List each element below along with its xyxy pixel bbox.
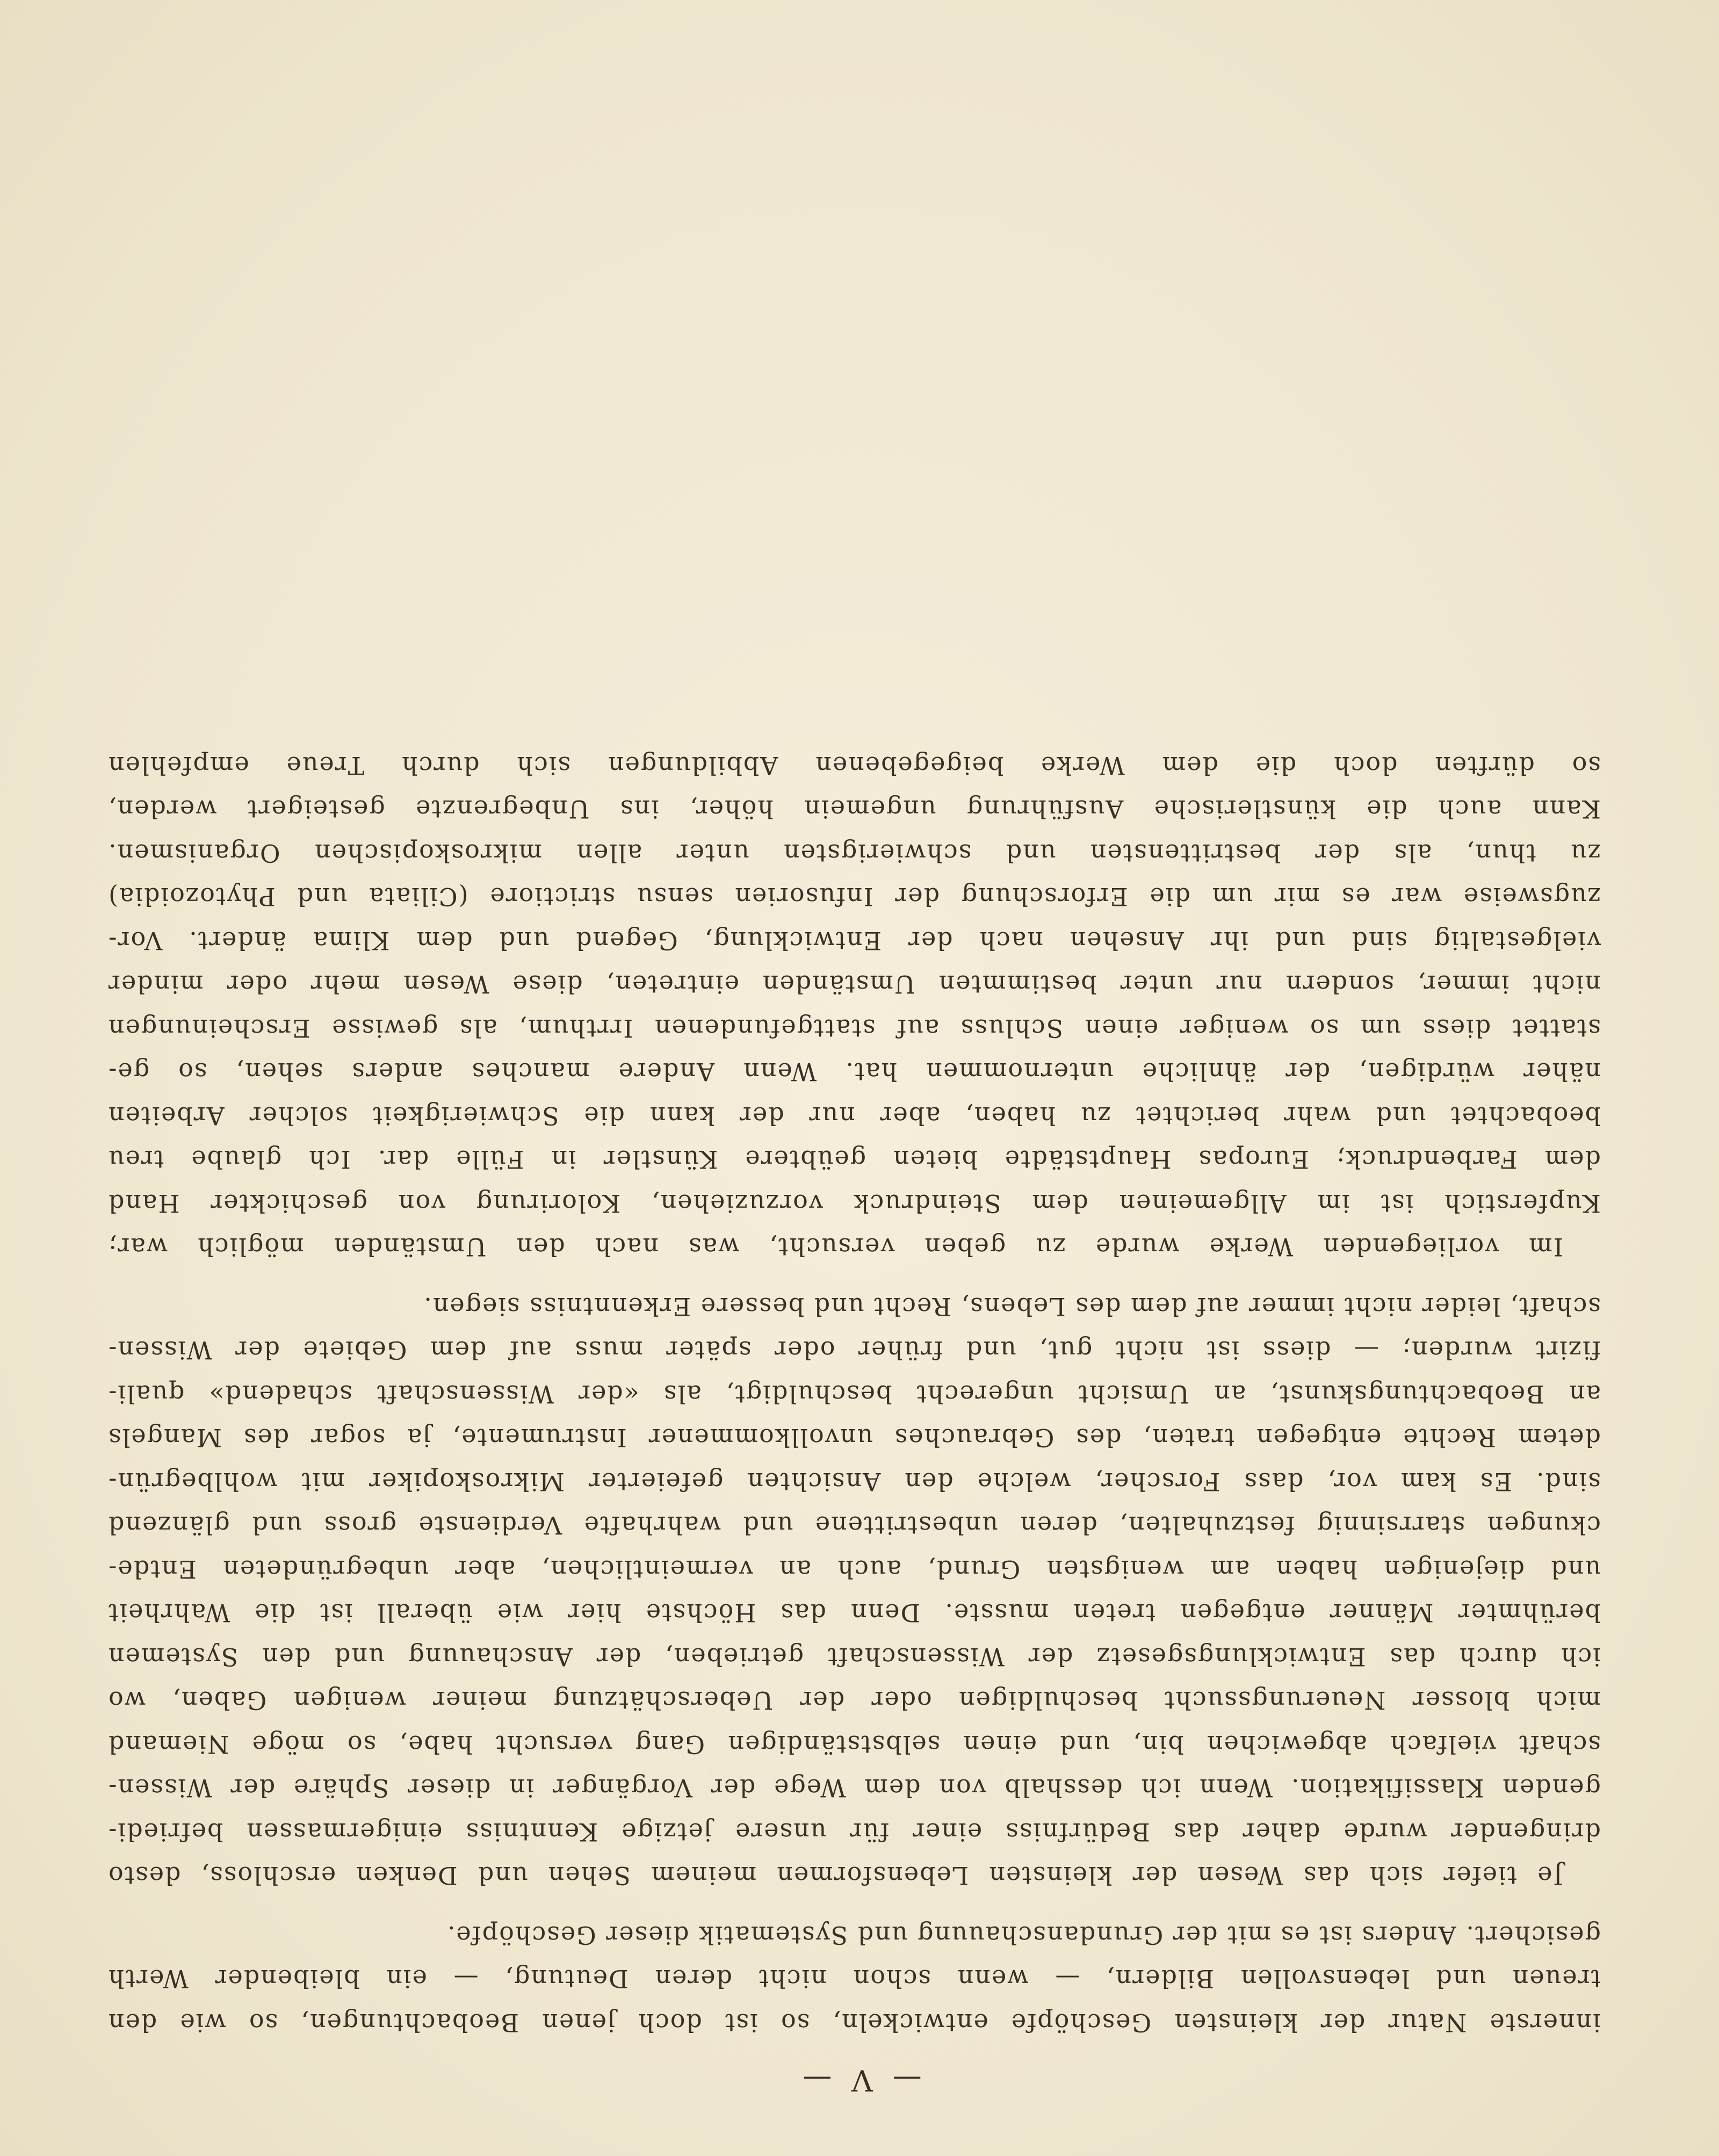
text-line: Kupferstich ist im Allgemeinen dem Steindruck vorzuziehen, Kolorirung von geschickter Hand bbox=[107, 1189, 1601, 1218]
text-line: und diejenigen haben am wenigsten Grund, auch an vermeintlichen, aber unbegründeten Entde- bbox=[107, 1555, 1601, 1584]
text-line: vielgestaltig sind und ihr Ansehen nach der Entwicklung, Gegend und dem Klima ändert. Vor- bbox=[107, 926, 1601, 955]
text-line: innerste Natur der kleinsten Geschöpfe entwickeln, so ist doch jenen Beobachtungen, so wie den bbox=[107, 2008, 1601, 2037]
text-line: ckungen starrsinnig festzuhalten, deren unbestrittene und wahrhafte Verdienste gross und glänzend bbox=[107, 1511, 1601, 1540]
text-line: mich blosser Neuerungssucht beschuldigen oder der Ueberschätzung meiner wenigen Gaben, wo bbox=[107, 1686, 1601, 1715]
text-line: an Beobachtungskunst, an Umsicht ungerecht beschuldigt, als «der Wissenschaft schadend» quali- bbox=[107, 1380, 1601, 1409]
text-line: fizirt wurden; — diess ist nicht gut, und früher oder später muss auf dem Gebiete der Wissen- bbox=[107, 1336, 1601, 1365]
text-line: detem Rechte entgegen traten, des Gebrauches unvollkommener Instrumente, ja sogar des Mangels bbox=[107, 1423, 1601, 1453]
paragraph-1 bbox=[107, 1913, 1601, 2045]
text-line: zu thun, als der bestrittensten und schwierigsten unter allen mikroskopischen Organismen. bbox=[107, 839, 1601, 868]
paragraph-2 bbox=[107, 1285, 1601, 1898]
text-line: dringender wurde daher das Bedürfniss einer für unsere jetzige Kenntniss einigermassen befriedi- bbox=[107, 1818, 1601, 1847]
text-line: treuen und lebensvollen Bildern, — wenn schon nicht deren Deutung, — ein bleibender Werth bbox=[107, 1964, 1601, 1994]
text-line: näher würdigen, der ähnliche unternommen hat. Wenn Andere manches anders sehen, so ge- bbox=[107, 1057, 1601, 1087]
body-text bbox=[107, 744, 1601, 2045]
text-line: gesichert. Anders ist es mit der Grundanschauung und Systematik dieser Geschöpfe. bbox=[446, 1921, 1601, 1950]
paragraph-gap bbox=[107, 1269, 1601, 1285]
text-line: Kann auch die künstlerische Ausführung ungemein höher, ins Unbegrenzte gesteigert werden, bbox=[107, 795, 1601, 824]
text-line: zugsweise war es mir um die Erforschung der Infusorien sensu strictiore (Ciliata und Phytozoidia) bbox=[107, 882, 1601, 912]
text-line: berühmter Männer entgegen treten musste. Denn das Höchste hier wie überall ist die Wahrheit bbox=[107, 1598, 1601, 1628]
text-line: genden Klassifikation. Wenn ich desshalb von dem Wege der Vorgänger in dieser Sphäre der Wissen- bbox=[107, 1773, 1601, 1803]
paragraph-gap bbox=[107, 1898, 1601, 1913]
text-line: Im vorliegenden Werke wurde zu geben versucht, was nach den Umständen möglich war; bbox=[107, 1232, 1563, 1262]
text-line: ich durch das Entwicklungsgesetz der Wissenschaft getrieben, der Anschauung und den Systemen bbox=[107, 1642, 1601, 1671]
text-line: so dürften doch die dem Werke beigegebenen Abbildungen sich durch Treue empfehlen bbox=[107, 751, 1601, 780]
page-number: — V — bbox=[797, 2063, 922, 2097]
text-line: Je tiefer sich das Wesen der kleinsten Lebensformen meinem Sehen und Denken erschloss, desto bbox=[107, 1861, 1563, 1891]
text-line: nicht immer, sondern nur unter bestimmten Umständen eintreten, diese Wesen mehr oder minder bbox=[107, 970, 1601, 999]
text-line: stattet diess um so weniger einen Schluss auf stattgefundenen Irrthum, als gewisse Erscheinungen bbox=[107, 1014, 1601, 1043]
text-line: sind. Es kam vor, dass Forscher, welche den Ansichten gefeierter Mikroskopiker mit wohlbegrün- bbox=[107, 1467, 1601, 1496]
text-line: schaft vielfach abgewichen bin, und einen selbstständigen Gang versucht habe, so möge Niemand bbox=[107, 1730, 1601, 1759]
text-line: dem Farbendruck; Europas Hauptstädte bieten geübtere Künstler in Fülle dar. Ich glaube treu bbox=[107, 1145, 1601, 1174]
paragraph-3 bbox=[107, 744, 1601, 1269]
text-line: schaft, leider nicht immer auf dem des Lebens, Recht und bessere Erkenntniss siegen. bbox=[423, 1292, 1601, 1321]
text-line: beobachtet und wahr berichtet zu haben, aber nur der kann die Schwierigkeit solcher Arbeiten bbox=[107, 1101, 1601, 1130]
